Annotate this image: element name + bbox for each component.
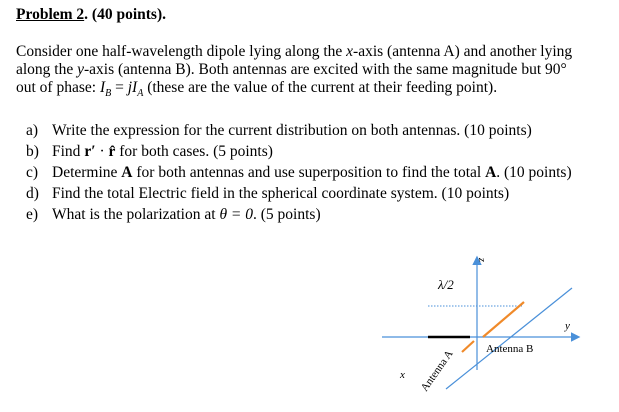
- current-equation: $I_B = jI_A$: [99, 79, 144, 100]
- intro-y-var: y: [77, 61, 85, 78]
- x-axis-label: x: [400, 369, 405, 381]
- intro-text-2b: -axis (antenna B). Both antennas are excited with the same magnitude but 90°: [84, 61, 567, 78]
- question-e-math: θ = 0: [219, 206, 254, 223]
- intro-text-3a: out of phase:: [16, 79, 100, 96]
- intro-text-3b: (these are the value of the current at their feeding point).: [143, 79, 498, 96]
- question-e-label: e): [26, 206, 39, 223]
- intro-text-2a: along the: [16, 61, 78, 78]
- question-b-math: r′: [84, 143, 96, 160]
- question-a-label: a): [26, 122, 39, 139]
- problem-label: Problem 2: [16, 6, 85, 23]
- x-axis: [446, 288, 572, 389]
- question-c: c) Determine A for both antennas and use superposition to find the total A. (10 points): [26, 164, 572, 181]
- y-axis-label: y: [565, 320, 570, 332]
- antenna-a-label: Antenna A: [418, 348, 456, 394]
- intro-text-1: Consider one half-wavelength dipole lying along the: [16, 43, 347, 60]
- antenna-b-label: Antenna B: [486, 343, 534, 355]
- lambda-label: λ/2: [438, 277, 454, 292]
- z-axis-label: z: [476, 258, 487, 262]
- question-c-label: c): [26, 164, 39, 181]
- question-a-text: Write the expression for the current distribution on both antennas. (10 points): [52, 122, 532, 139]
- intro-text-1b: -axis (antenna A) and another lying: [353, 43, 573, 60]
- question-b-label: b): [26, 143, 39, 160]
- problem-points: . (40 points).: [84, 6, 166, 23]
- antenna-b-dipole-lower: [462, 341, 474, 352]
- question-e: e) What is the polarization at θ = 0. (5 points): [26, 206, 321, 223]
- question-d-text: Find the total Electric field in the spherical coordinate system. (10 points): [52, 185, 510, 202]
- question-b: b) Find r′ · r̂ for both cases. (5 points): [26, 143, 273, 160]
- intro-x-var: x: [346, 43, 354, 60]
- question-d-label: d): [26, 185, 39, 202]
